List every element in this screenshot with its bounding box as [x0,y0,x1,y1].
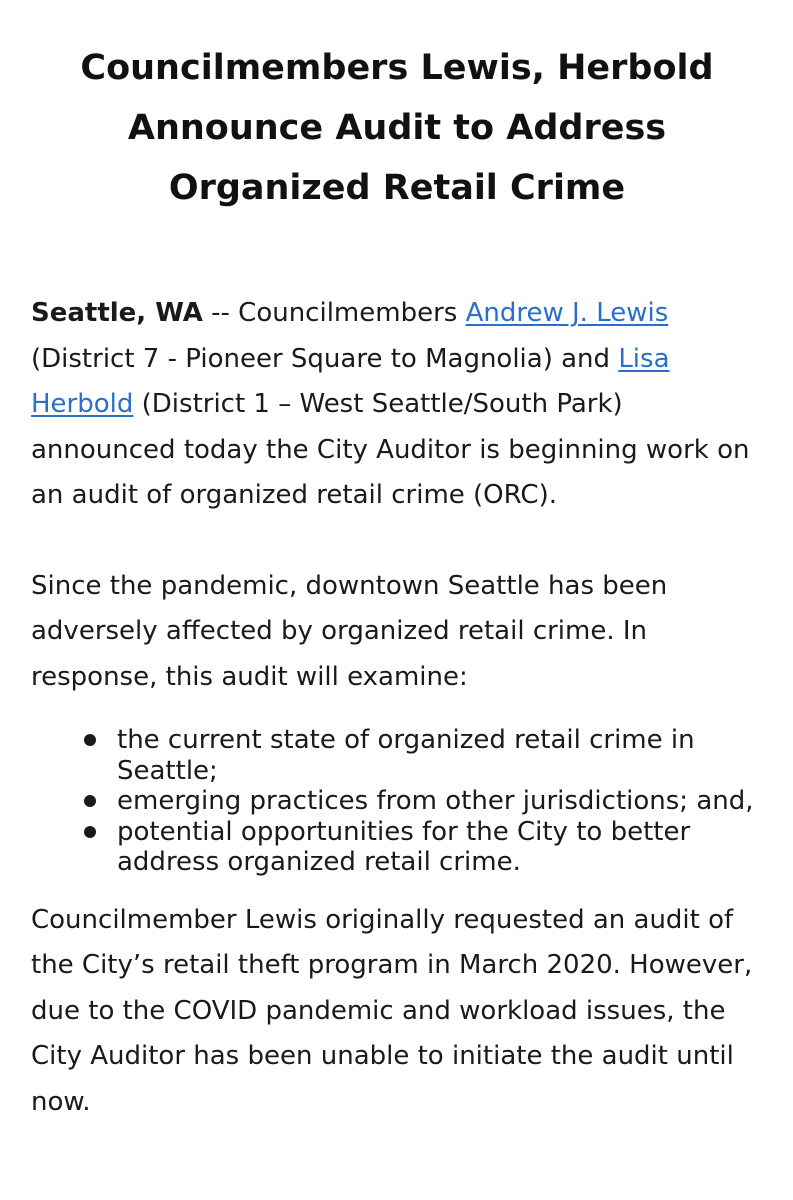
lisa-herbold-link[interactable]: Lisa Herbold [31,343,670,419]
andrew-lewis-link[interactable]: Andrew J. Lewis [465,298,669,328]
intro-separator: -- Councilmembers [202,298,466,328]
pandemic-paragraph: Since the pandemic, downtown Seattle has been adversely affected by organized retail crime. In response, this audit will examine: [31,570,668,692]
list-item-text: the current state of organized retail crime in Seattle; [117,725,695,786]
intro-district-7: (District 7 - Pioneer Square to Magnolia) and [31,343,619,374]
list-item-text: potential opportunities for the City to better address organized retail crime. [117,816,691,877]
bullet-icon [84,826,96,838]
audit-scope-list [31,725,763,878]
list-item [117,786,763,817]
intro-paragraph [31,291,763,519]
bullet-icon [84,734,96,746]
intro-district-1: (District 1 – West Seattle/South Park) announced today the City Auditor is beginning work on an audit of organized retail crime (ORC). [31,389,750,510]
list-item [117,725,763,786]
headline: Councilmembers Lewis, Herbold Announce Audit to Address Organized Retail Crime [80,48,714,208]
list-item [117,817,763,878]
dateline: Seattle, WA [31,298,203,328]
background-paragraph: Councilmember Lewis originally requested an audit of the City’s retail theft program in March 2020. However, due to the COVID pandemic and workload issues, the City Auditor has been unable to initiate the audit until now. [31,904,753,1117]
list-item-text: emerging practices from other jurisdictions; and, [117,786,754,816]
bullet-icon [84,795,96,807]
